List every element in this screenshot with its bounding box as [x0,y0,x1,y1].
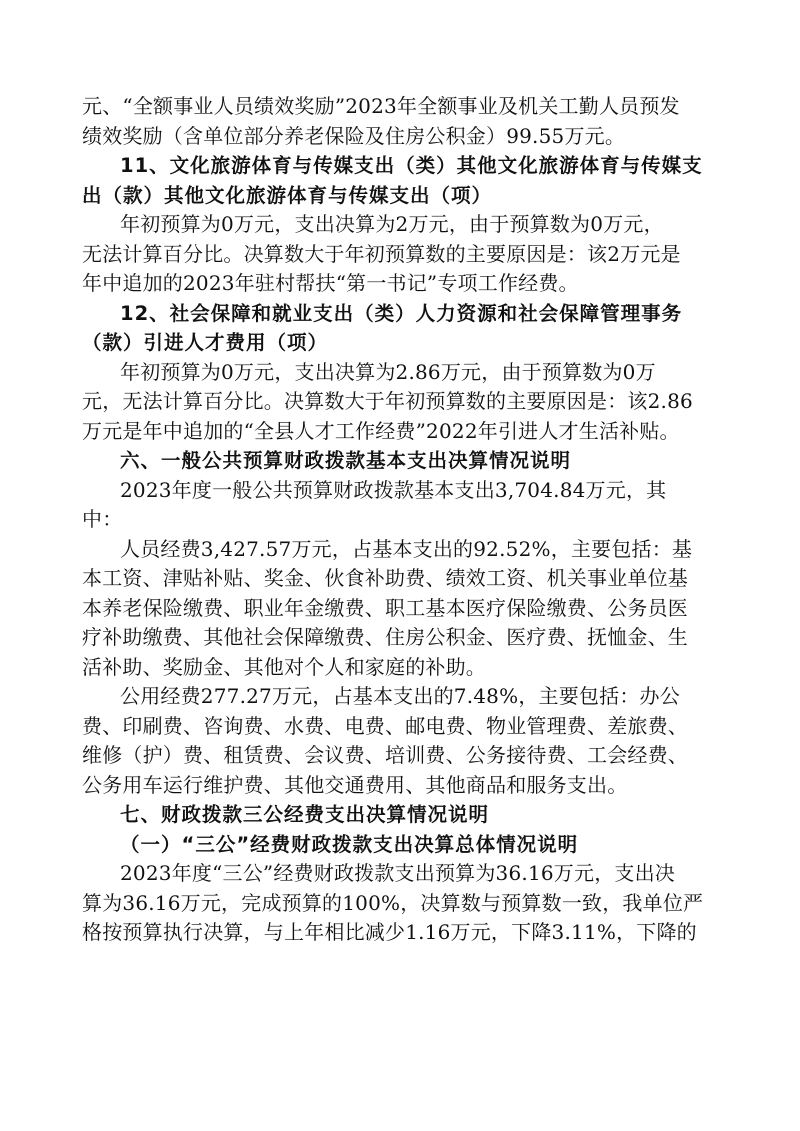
section-heading-line: 12、社会保障和就业支出（类）人力资源和社会保障管理事务 [120,301,683,325]
section-heading-line: （款）引进人才费用（项） [82,331,329,354]
paragraph-line: 2023年度“三公”经费财政拨款支出预算为36.16万元，支出决 [120,861,676,885]
paragraph-line: 人员经费3,427.57万元，占基本支出的92.52%，主要包括：基 [120,536,693,561]
paragraph-line: 维修（护）费、租赁费、会议费、培训费、公务接待费、工会经费、 [82,743,688,767]
section-heading-line: 七、财政拨款三公经费支出决算情况说明 [120,803,490,826]
paragraph-line: 中： [82,507,123,531]
paragraph-line: 无法计算百分比。决算数大于年初预算数的主要原因是：该2万元是 [82,241,681,266]
paragraph-line: 公用经费277.27万元，占基本支出的7.48%，主要包括：办公 [120,684,680,708]
paragraph-line: 年初预算为0万元，支出决算为2.86万元，由于预算数为0万 [120,359,656,384]
paragraph-line: 绩效奖励（含单位部分养老保险及住房公积金）99.55万元。 [82,123,626,148]
paragraph-line: 格按预算执行决算，与上年相比减少1.16万元，下降3.11%，下降的 [82,920,697,944]
paragraph-line: 公务用车运行维护费、其他交通费用、其他商品和服务支出。 [82,772,628,797]
paragraph-line: 疗补助缴费、其他社会保障缴费、住房公积金、医疗费、抚恤金、生 [82,625,688,649]
paragraph-line: 万元是年中追加的“全县人才工作经费”2022年引进人才生活补贴。 [82,418,680,443]
paragraph-line: 本养老保险缴费、职业年金缴费、职工基本医疗保险缴费、公务员医 [82,595,688,620]
paragraph-line: 元、“全额事业人员绩效奖励”2023年全额事业及机关工勤人员预发 [82,94,680,118]
paragraph-line: 元，无法计算百分比。决算数大于年初预算数的主要原因是：该2.86 [82,389,693,413]
paragraph-line: 费、印刷费、咨询费、水费、电费、邮电费、物业管理费、差旅费、 [82,713,688,738]
section-heading-line: 11、文化旅游体育与传媒支出（类）其他文化旅游体育与传媒支 [120,154,703,177]
paragraph-line: 算为36.16万元，完成预算的100%，决算数与预算数一致，我单位严 [82,890,704,915]
document-body [82,92,732,948]
paragraph-line: 本工资、津贴补贴、奖金、伙食补助费、绩效工资、机关事业单位基 [82,566,688,590]
section-heading-line: 六、一般公共预算财政拨款基本支出决算情况说明 [120,449,572,472]
section-heading-line: 出（款）其他文化旅游体育与传媒支出（项） [82,183,493,207]
paragraph-line: 2023年度一般公共预算财政拨款基本支出3,704.84万元，其 [120,477,667,502]
paragraph-line: 活补助、奖励金、其他对个人和家庭的补助。 [82,654,486,679]
paragraph-line: 年初预算为0万元，支出决算为2万元，由于预算数为0万元， [120,212,664,236]
paragraph-line: 年中追加的2023年驻村帮扶“第一书记”专项工作经费。 [82,271,579,295]
subsection-heading-line: （一）“三公”经费财政拨款支出决算总体情况说明 [120,832,579,856]
